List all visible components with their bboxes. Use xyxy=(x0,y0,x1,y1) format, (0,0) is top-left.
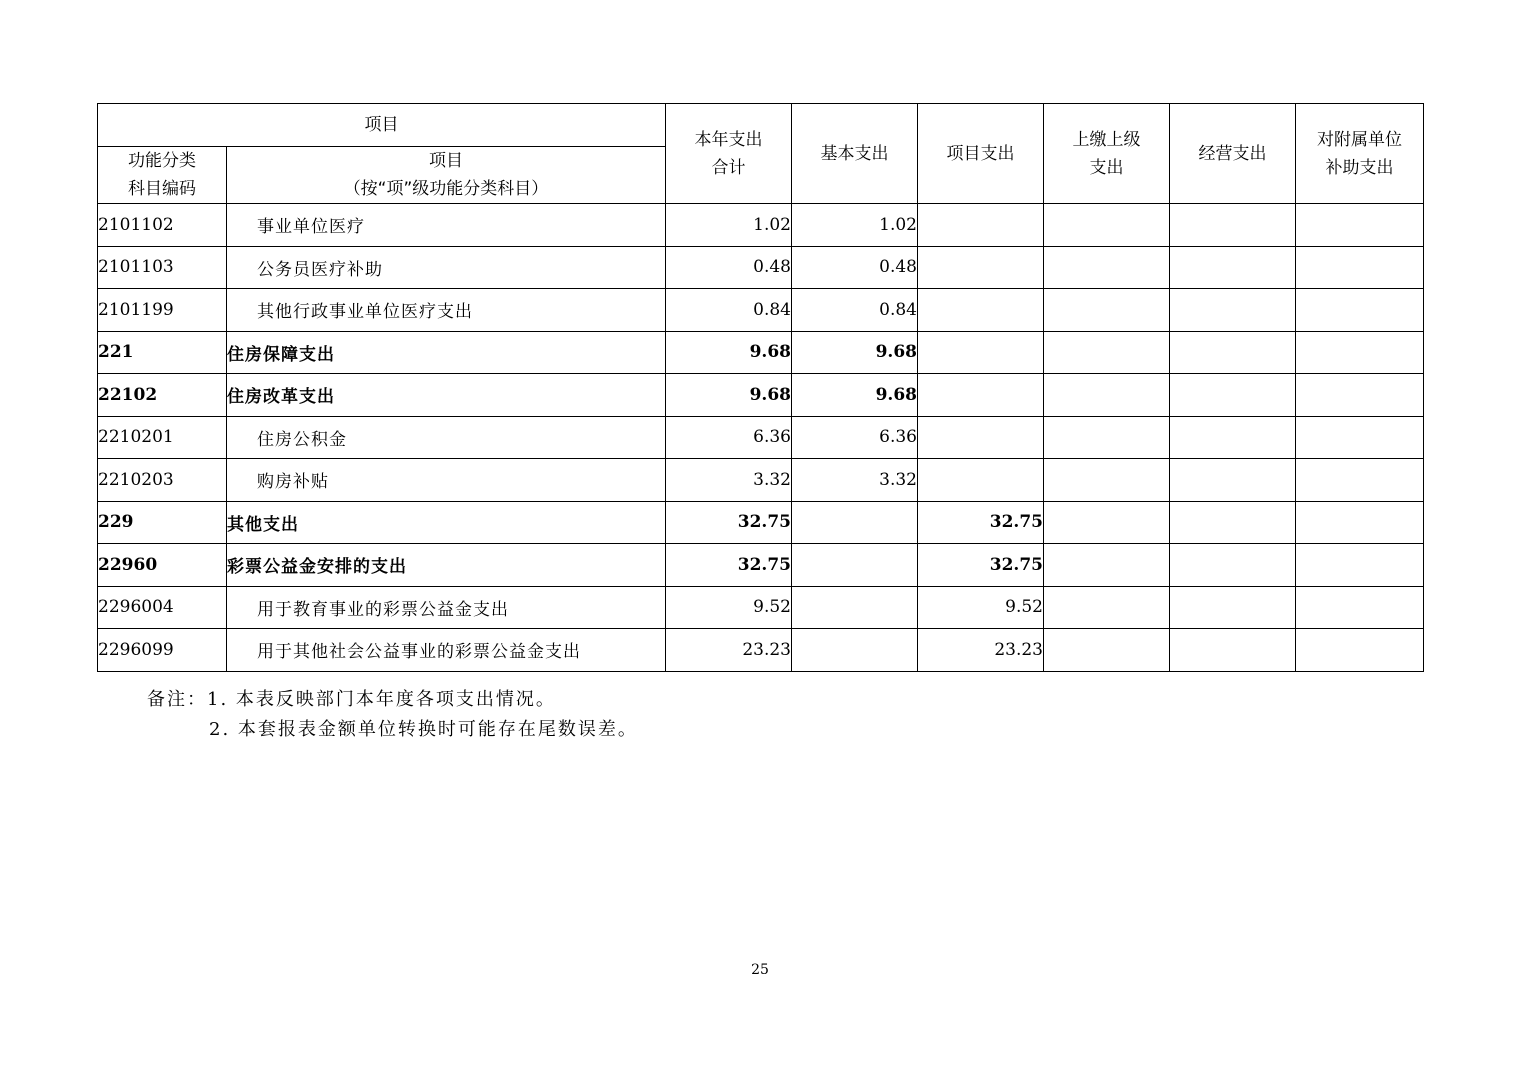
cell-basic xyxy=(792,501,918,544)
cell-basic: 9.68 xyxy=(792,374,918,417)
table-row xyxy=(98,586,1424,629)
cell-code: 22960 xyxy=(98,544,227,587)
cell-code: 2101103 xyxy=(98,246,227,289)
cell-upper xyxy=(1044,374,1170,417)
cell-total: 9.68 xyxy=(666,374,792,417)
cell-basic xyxy=(792,629,918,672)
cell-subsidy xyxy=(1296,629,1424,672)
cell-basic: 0.48 xyxy=(792,246,918,289)
cell-operating xyxy=(1170,204,1296,247)
cell-project xyxy=(918,289,1044,332)
cell-code: 2210201 xyxy=(98,416,227,459)
cell-name: 购房补贴 xyxy=(227,459,666,502)
cell-operating xyxy=(1170,586,1296,629)
cell-subsidy xyxy=(1296,331,1424,374)
table-row xyxy=(98,544,1424,587)
cell-total: 32.75 xyxy=(666,501,792,544)
cell-operating xyxy=(1170,374,1296,417)
cell-name: 住房保障支出 xyxy=(227,331,666,374)
cell-code: 2101102 xyxy=(98,204,227,247)
note-line-2: 2. 本套报表金额单位转换时可能存在尾数误差。 xyxy=(209,719,638,740)
cell-project xyxy=(918,204,1044,247)
table-row xyxy=(98,289,1424,332)
cell-subsidy xyxy=(1296,586,1424,629)
cell-operating xyxy=(1170,629,1296,672)
header-code: 功能分类 科目编码 xyxy=(98,147,227,204)
cell-name: 彩票公益金安排的支出 xyxy=(227,544,666,587)
cell-operating xyxy=(1170,246,1296,289)
cell-subsidy xyxy=(1296,501,1424,544)
cell-operating xyxy=(1170,501,1296,544)
cell-operating xyxy=(1170,416,1296,459)
cell-project xyxy=(918,331,1044,374)
cell-project: 23.23 xyxy=(918,629,1044,672)
cell-name: 事业单位医疗 xyxy=(227,204,666,247)
cell-operating xyxy=(1170,544,1296,587)
cell-total: 0.84 xyxy=(666,289,792,332)
cell-upper xyxy=(1044,629,1170,672)
cell-total: 9.68 xyxy=(666,331,792,374)
cell-name: 用于其他社会公益事业的彩票公益金支出 xyxy=(227,629,666,672)
cell-project: 9.52 xyxy=(918,586,1044,629)
cell-total: 6.36 xyxy=(666,416,792,459)
cell-operating xyxy=(1170,331,1296,374)
cell-basic: 6.36 xyxy=(792,416,918,459)
expenditure-table xyxy=(97,103,1424,672)
cell-project xyxy=(918,459,1044,502)
cell-name: 住房改革支出 xyxy=(227,374,666,417)
table-row xyxy=(98,501,1424,544)
cell-upper xyxy=(1044,501,1170,544)
table-row xyxy=(98,374,1424,417)
cell-operating xyxy=(1170,289,1296,332)
cell-upper xyxy=(1044,586,1170,629)
cell-total: 1.02 xyxy=(666,204,792,247)
cell-subsidy xyxy=(1296,204,1424,247)
cell-upper xyxy=(1044,331,1170,374)
note-line-1: 备注：1. 本表反映部门本年度各项支出情况。 xyxy=(147,689,556,710)
table-row xyxy=(98,204,1424,247)
cell-upper xyxy=(1044,204,1170,247)
cell-subsidy xyxy=(1296,416,1424,459)
cell-operating xyxy=(1170,459,1296,502)
cell-name: 住房公积金 xyxy=(227,416,666,459)
cell-upper xyxy=(1044,246,1170,289)
table-row xyxy=(98,459,1424,502)
cell-project: 32.75 xyxy=(918,544,1044,587)
table-row xyxy=(98,629,1424,672)
header-project: 项目支出 xyxy=(918,104,1044,204)
cell-project xyxy=(918,246,1044,289)
header-upper: 上缴上级 支出 xyxy=(1044,104,1170,204)
header-operating: 经营支出 xyxy=(1170,104,1296,204)
cell-total: 9.52 xyxy=(666,586,792,629)
cell-code: 229 xyxy=(98,501,227,544)
cell-subsidy xyxy=(1296,246,1424,289)
cell-total: 23.23 xyxy=(666,629,792,672)
cell-upper xyxy=(1044,459,1170,502)
cell-subsidy xyxy=(1296,459,1424,502)
cell-basic: 1.02 xyxy=(792,204,918,247)
cell-project xyxy=(918,416,1044,459)
cell-total: 3.32 xyxy=(666,459,792,502)
cell-code: 2101199 xyxy=(98,289,227,332)
cell-upper xyxy=(1044,289,1170,332)
table-row xyxy=(98,331,1424,374)
header-subsidy: 对附属单位 补助支出 xyxy=(1296,104,1424,204)
header-item-group: 项目 xyxy=(98,104,666,147)
cell-subsidy xyxy=(1296,289,1424,332)
cell-upper xyxy=(1044,544,1170,587)
cell-basic: 0.84 xyxy=(792,289,918,332)
cell-basic: 3.32 xyxy=(792,459,918,502)
header-name: 项目 （按“项”级功能分类科目） xyxy=(227,147,666,204)
cell-name: 公务员医疗补助 xyxy=(227,246,666,289)
page-number: 25 xyxy=(751,962,769,978)
cell-subsidy xyxy=(1296,544,1424,587)
header-basic: 基本支出 xyxy=(792,104,918,204)
notes xyxy=(147,685,638,745)
cell-code: 22102 xyxy=(98,374,227,417)
cell-upper xyxy=(1044,416,1170,459)
cell-subsidy xyxy=(1296,374,1424,417)
cell-code: 2296099 xyxy=(98,629,227,672)
cell-basic xyxy=(792,544,918,587)
header-total: 本年支出 合计 xyxy=(666,104,792,204)
cell-total: 0.48 xyxy=(666,246,792,289)
cell-name: 其他行政事业单位医疗支出 xyxy=(227,289,666,332)
cell-basic xyxy=(792,586,918,629)
cell-project xyxy=(918,374,1044,417)
table-row xyxy=(98,246,1424,289)
cell-code: 221 xyxy=(98,331,227,374)
cell-project: 32.75 xyxy=(918,501,1044,544)
cell-basic: 9.68 xyxy=(792,331,918,374)
table-body xyxy=(98,204,1424,672)
table-row xyxy=(98,416,1424,459)
cell-code: 2296004 xyxy=(98,586,227,629)
cell-code: 2210203 xyxy=(98,459,227,502)
cell-total: 32.75 xyxy=(666,544,792,587)
cell-name: 其他支出 xyxy=(227,501,666,544)
cell-name: 用于教育事业的彩票公益金支出 xyxy=(227,586,666,629)
